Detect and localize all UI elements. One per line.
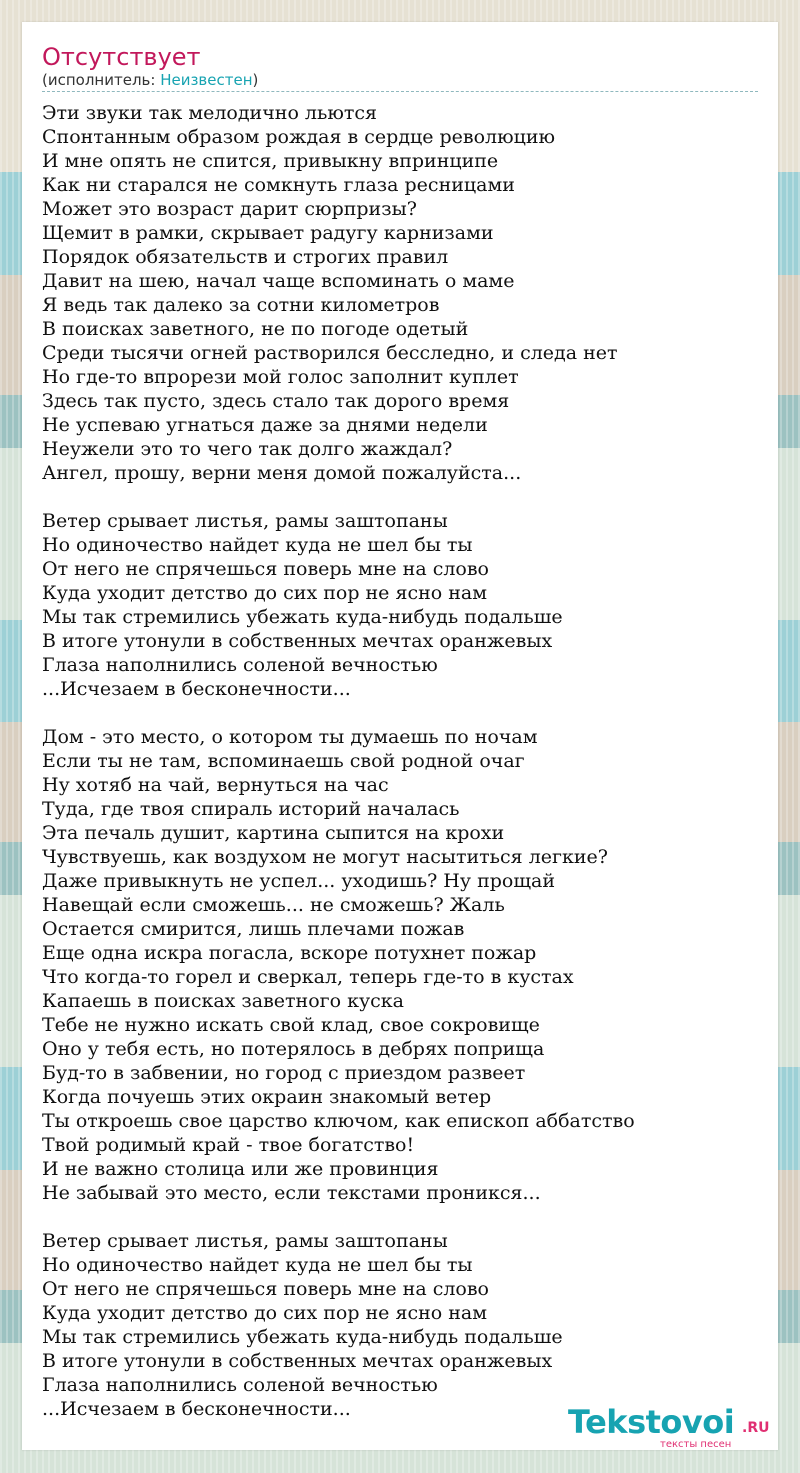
lyric-line: Как ни старался не сомкнуть глаза ресницами — [42, 174, 515, 196]
lyric-line: Но где-то впрорези мой голос заполнит куплет — [42, 366, 519, 388]
lyric-line: Если ты не там, вспоминаешь свой родной очаг — [42, 750, 525, 772]
lyric-line: Ветер срывает листья, рамы заштопаны — [42, 1230, 448, 1252]
logo-tld: .RU — [742, 1420, 770, 1436]
lyric-line: Еще одна искра погасла, вскоре потухнет пожар — [42, 942, 537, 964]
lyric-line: Оно у тебя есть, но потерялось в дебрях поприща — [42, 1038, 545, 1060]
lyric-line: ...Исчезаем в бесконечности... — [42, 1398, 351, 1420]
lyric-line: Мы так стремились убежать куда-нибудь подальше — [42, 606, 563, 628]
lyric-line: Среди тысячи огней растворился бесследно, и следа нет — [42, 342, 618, 364]
logo-tagline: тексты песен — [660, 1439, 732, 1450]
lyric-line: Куда уходит детство до сих пор не ясно нам — [42, 1302, 488, 1324]
lyric-line: Когда почуешь этих окраин знакомый ветер — [42, 1086, 492, 1108]
lyric-line: Глаза наполнились соленой вечностью — [42, 1374, 438, 1396]
site-logo[interactable] — [568, 1402, 773, 1452]
lyric-line: Спонтанным образом рождая в сердце революцию — [42, 126, 556, 148]
lyric-line: Ты откроешь свое царство ключом, как епископ аббатство — [42, 1110, 635, 1132]
lyric-line: Куда уходит детство до сих пор не ясно нам — [42, 582, 488, 604]
lyric-line: Навещай если сможешь... не сможешь? Жаль — [42, 894, 505, 916]
performer-line — [42, 71, 258, 89]
lyric-line: Ветер срывает листья, рамы заштопаны — [42, 510, 448, 532]
lyric-line: Даже привыкнуть не успел... уходишь? Ну прощай — [42, 870, 555, 892]
lyric-line: Мы так стремились убежать куда-нибудь подальше — [42, 1326, 563, 1348]
lyrics-text — [42, 101, 758, 1421]
lyric-line: Чувствуешь, как воздухом не могут насытиться легкие? — [42, 846, 608, 868]
performer-prefix: (исполнитель: — [42, 71, 161, 89]
lyric-line: Твой родимый край - твое богатство! — [42, 1134, 415, 1156]
lyric-line: Тебе не нужно искать свой клад, свое сокровище — [42, 1014, 540, 1036]
lyric-line: Не успеваю угнаться даже за днями недели — [42, 414, 488, 436]
lyric-line: И мне опять не спится, привыкну впринципе — [42, 150, 499, 172]
logo-name: Tekstovoi — [568, 1403, 735, 1441]
lyric-line: Здесь так пусто, здесь стало так дорого время — [42, 390, 510, 412]
lyric-line: Эта печаль душит, картина сыпится на крохи — [42, 822, 505, 844]
performer-link[interactable]: Неизвестен — [160, 71, 253, 89]
lyric-line: В итоге утонули в собственных мечтах оранжевых — [42, 630, 553, 652]
lyrics-stanza — [42, 1229, 758, 1421]
lyric-line: Я ведь так далеко за сотни километров — [42, 294, 440, 316]
lyrics-stanza — [42, 725, 758, 1205]
lyric-line: Эти звуки так мелодично льются — [42, 102, 378, 124]
lyric-line: Ну хотяб на чай, вернуться на час — [42, 774, 389, 796]
lyric-line: В поисках заветного, не по погоде одетый — [42, 318, 469, 340]
lyric-line: Может это возраст дарит сюрпризы? — [42, 198, 417, 220]
lyric-line: Но одиночество найдет куда не шел бы ты — [42, 534, 473, 556]
lyrics-card — [22, 22, 778, 1450]
lyric-line: Глаза наполнились соленой вечностью — [42, 654, 438, 676]
lyric-line: От него не спрячешься поверь мне на слово — [42, 558, 489, 580]
lyrics-stanza — [42, 101, 758, 485]
performer-suffix: ) — [252, 71, 259, 89]
lyric-line: Буд-то в забвении, но город с приездом развеет — [42, 1062, 526, 1084]
lyric-line: Что когда-то горел и сверкал, теперь где-то в кустах — [42, 966, 574, 988]
lyric-line: Дом - это место, о котором ты думаешь по ночам — [42, 726, 538, 748]
lyric-line: Давит на шею, начал чаще вспоминать о маме — [42, 270, 515, 292]
lyric-line: Щемит в рамки, скрывает радугу карнизами — [42, 222, 494, 244]
lyrics-stanza — [42, 509, 758, 701]
lyric-line: Остается смирится, лишь плечами пожав — [42, 918, 465, 940]
lyric-line: Неужели это то чего так долго жаждал? — [42, 438, 453, 460]
title-divider — [42, 91, 758, 92]
lyric-line: И не важно столица или же провинция — [42, 1158, 439, 1180]
lyric-line: В итоге утонули в собственных мечтах оранжевых — [42, 1350, 553, 1372]
lyric-line: Не забывай это место, если текстами проникся... — [42, 1182, 541, 1204]
lyric-line: От него не спрячешься поверь мне на слово — [42, 1278, 489, 1300]
lyric-line: Но одиночество найдет куда не шел бы ты — [42, 1254, 473, 1276]
song-title: Отсутствует — [42, 43, 201, 71]
lyric-line: Порядок обязательств и строгих правил — [42, 246, 449, 268]
lyric-line: Ангел, прошу, верни меня домой пожалуйста... — [42, 462, 522, 484]
lyric-line: Туда, где твоя спираль историй началась — [42, 798, 460, 820]
lyric-line: Капаешь в поисках заветного куска — [42, 990, 404, 1012]
lyric-line: ...Исчезаем в бесконечности... — [42, 678, 351, 700]
